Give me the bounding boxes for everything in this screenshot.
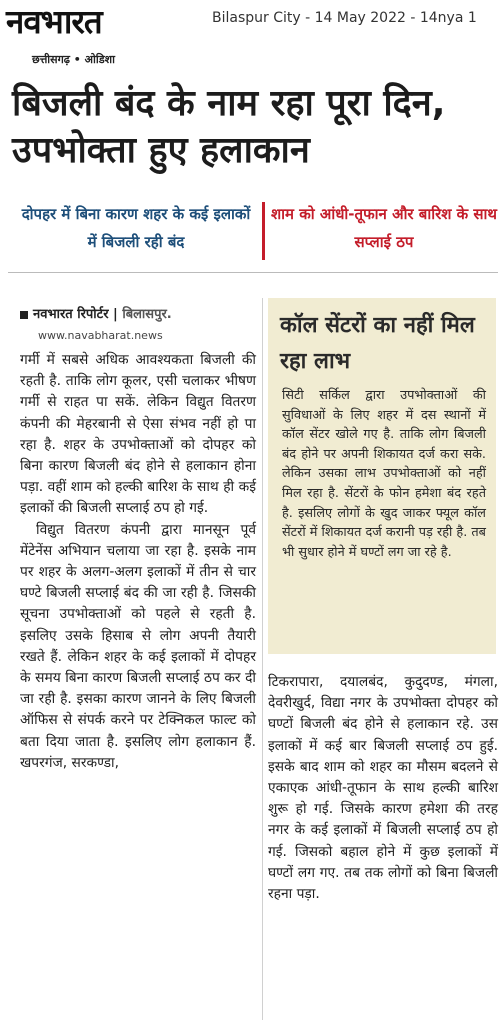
section-rule bbox=[8, 272, 498, 273]
square-bullet-icon bbox=[20, 311, 28, 319]
article-paragraph: गर्मी में सबसे अधिक आवश्यकता बिजली की रहती है. ताकि लोग कूलर, एसी चलाकर भीषण गर्मी से राहत पा सकें. लेकिन विद्युत वितरण कंपनी की मेहरबानी से ऐसा संभव नहीं हो पा रहा है. शहर के उपभोक्ताओं को दोपहर को बिना कारण बिजली बंद होने से हलाकान होना पड़ा. वहीं शाम को हल्की बारिश के साथ ही कई इलाकों की बिजली सप्लाई ठप हो गई. bbox=[20, 352, 256, 517]
website-link[interactable]: www.navabharat.news bbox=[38, 329, 163, 342]
sidebar-box bbox=[268, 298, 496, 654]
article-column-2 bbox=[268, 672, 498, 905]
byline-separator: | bbox=[113, 307, 118, 322]
byline bbox=[20, 304, 172, 322]
byline-reporter: नवभारत रिपोर्टर bbox=[33, 307, 109, 322]
masthead bbox=[0, 0, 503, 72]
article-column-1 bbox=[20, 350, 256, 774]
sidebar-box-title: कॉल सेंटरों का नहीं मिल रहा लाभ bbox=[280, 313, 475, 374]
subhead-left: दोपहर में बिना कारण शहर के कई इलाकों में बिजली रही बंद bbox=[21, 205, 251, 251]
column-divider bbox=[262, 298, 263, 1020]
subhead-right: शाम को आंधी-तूफान और बारिश के साथ सप्लाई ठप bbox=[270, 205, 498, 251]
dateline: Bilaspur City - 14 May 2022 - 14nya 1 bbox=[212, 10, 477, 26]
subheads bbox=[20, 196, 498, 262]
headline: बिजली बंद के नाम रहा पूरा दिन, उपभोक्ता हुए हलाकान bbox=[12, 83, 446, 171]
newspaper-logo: नवभारत bbox=[6, 2, 102, 41]
byline-city: बिलासपुर. bbox=[122, 307, 172, 322]
sidebar-box-text: सिटी सर्किल द्वारा उपभोक्ताओं की सुविधाओं के लिए शहर में दस स्थानों में कॉल सेंटर खोले गए है. ताकि लोग बिजली बंद होने पर अपनी शिकायत दर्ज करा सके. लेकिन उसका लाभ उपभोक्ताओं को नहीं मिल रहा है. सेंटरों के फोन हमेशा बंद रहते है. इसलिए लोगों के खुद जाकर फ्यूल कॉल सेंटरों में शिकायत दर्ज करानी पड़ रही है. तब भी सुधार होने में घण्टों लग जा रहे है. bbox=[282, 388, 486, 560]
subhead-divider bbox=[262, 202, 265, 260]
article-paragraph: टिकरापारा, दयालबंद, कुदुदण्ड, मंगला, देवरीखुर्द, विद्या नगर के उपभोक्ता दोपहर को घण्टों बिजली बंद होने से हलाकान रहे. उस इलाकों में कई बार बिजली सप्लाई ठप हुई. इसके बाद शाम को शहर का मौसम बदलने से एकाएक आंधी-तूफान के साथ हल्की बारिश शुरू हो गई. जिसके कारण हमेशा की तरह नगर के कई इलाकों में बिजली सप्लाई ठप हो गई. जिसको बहाल होने में कुछ इलाकों में घण्टों लग गए. तब तक लोगों को बिना बिजली रहना पड़ा. bbox=[268, 674, 498, 903]
edition-label: छत्तीसगढ़ • ओडिशा bbox=[32, 53, 115, 66]
article-paragraph: विद्युत वितरण कंपनी द्वारा मानसून पूर्व मेंटेनेंस अभियान चलाया जा रहा है. इसके नाम पर शहर के अलग-अलग इलाकों में तीन से चार घण्टे बिजली सप्लाई बंद की जा रही है. जिसकी सूचना उपभोक्ताओं को पहले से रहती है. इसलिए उसके हिसाब से लोग अपनी तैयारी रखते हैं. लेकिन शहर के कई इलाकों में दोपहर के समय बिना कारण बिजली सप्लाई ठप कर दी जा रही है. इसका कारण जानने के लिए बिजली ऑफिस से संपर्क करने पर टेक्निकल फाल्ट को बता दिया जाता है. इसलिए लोग हलाकान हैं. खपरगंज, सरकण्डा, bbox=[20, 521, 256, 771]
